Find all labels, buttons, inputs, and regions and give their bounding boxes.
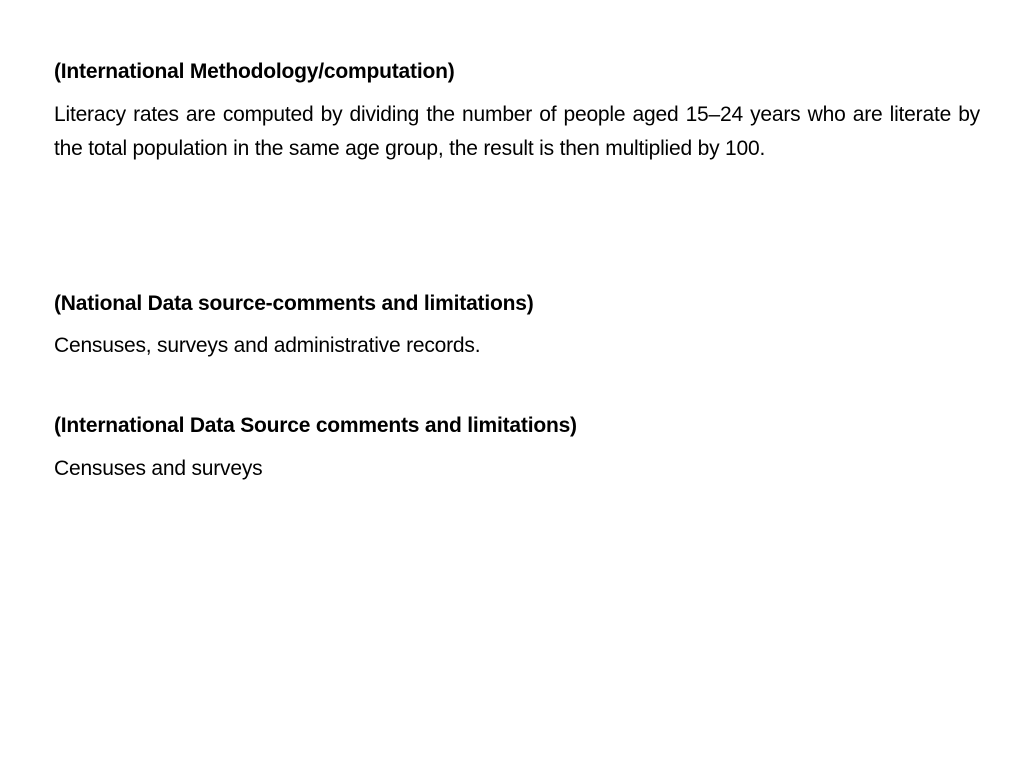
national-data-source-heading: (National Data source-comments and limitations) bbox=[54, 292, 534, 315]
international-data-source-text: Censuses and surveys bbox=[54, 457, 263, 480]
international-data-source-heading: (International Data Source comments and limitations) bbox=[54, 414, 577, 437]
methodology-heading: (International Methodology/computation) bbox=[54, 60, 455, 83]
national-data-source-text: Censuses, surveys and administrative records. bbox=[54, 334, 481, 357]
methodology-text: Literacy rates are computed by dividing the number of people aged 15–24 years who are literate by the total population in the same age group, the result is then multiplied by 100. bbox=[54, 103, 980, 160]
slide-content bbox=[54, 0, 980, 768]
